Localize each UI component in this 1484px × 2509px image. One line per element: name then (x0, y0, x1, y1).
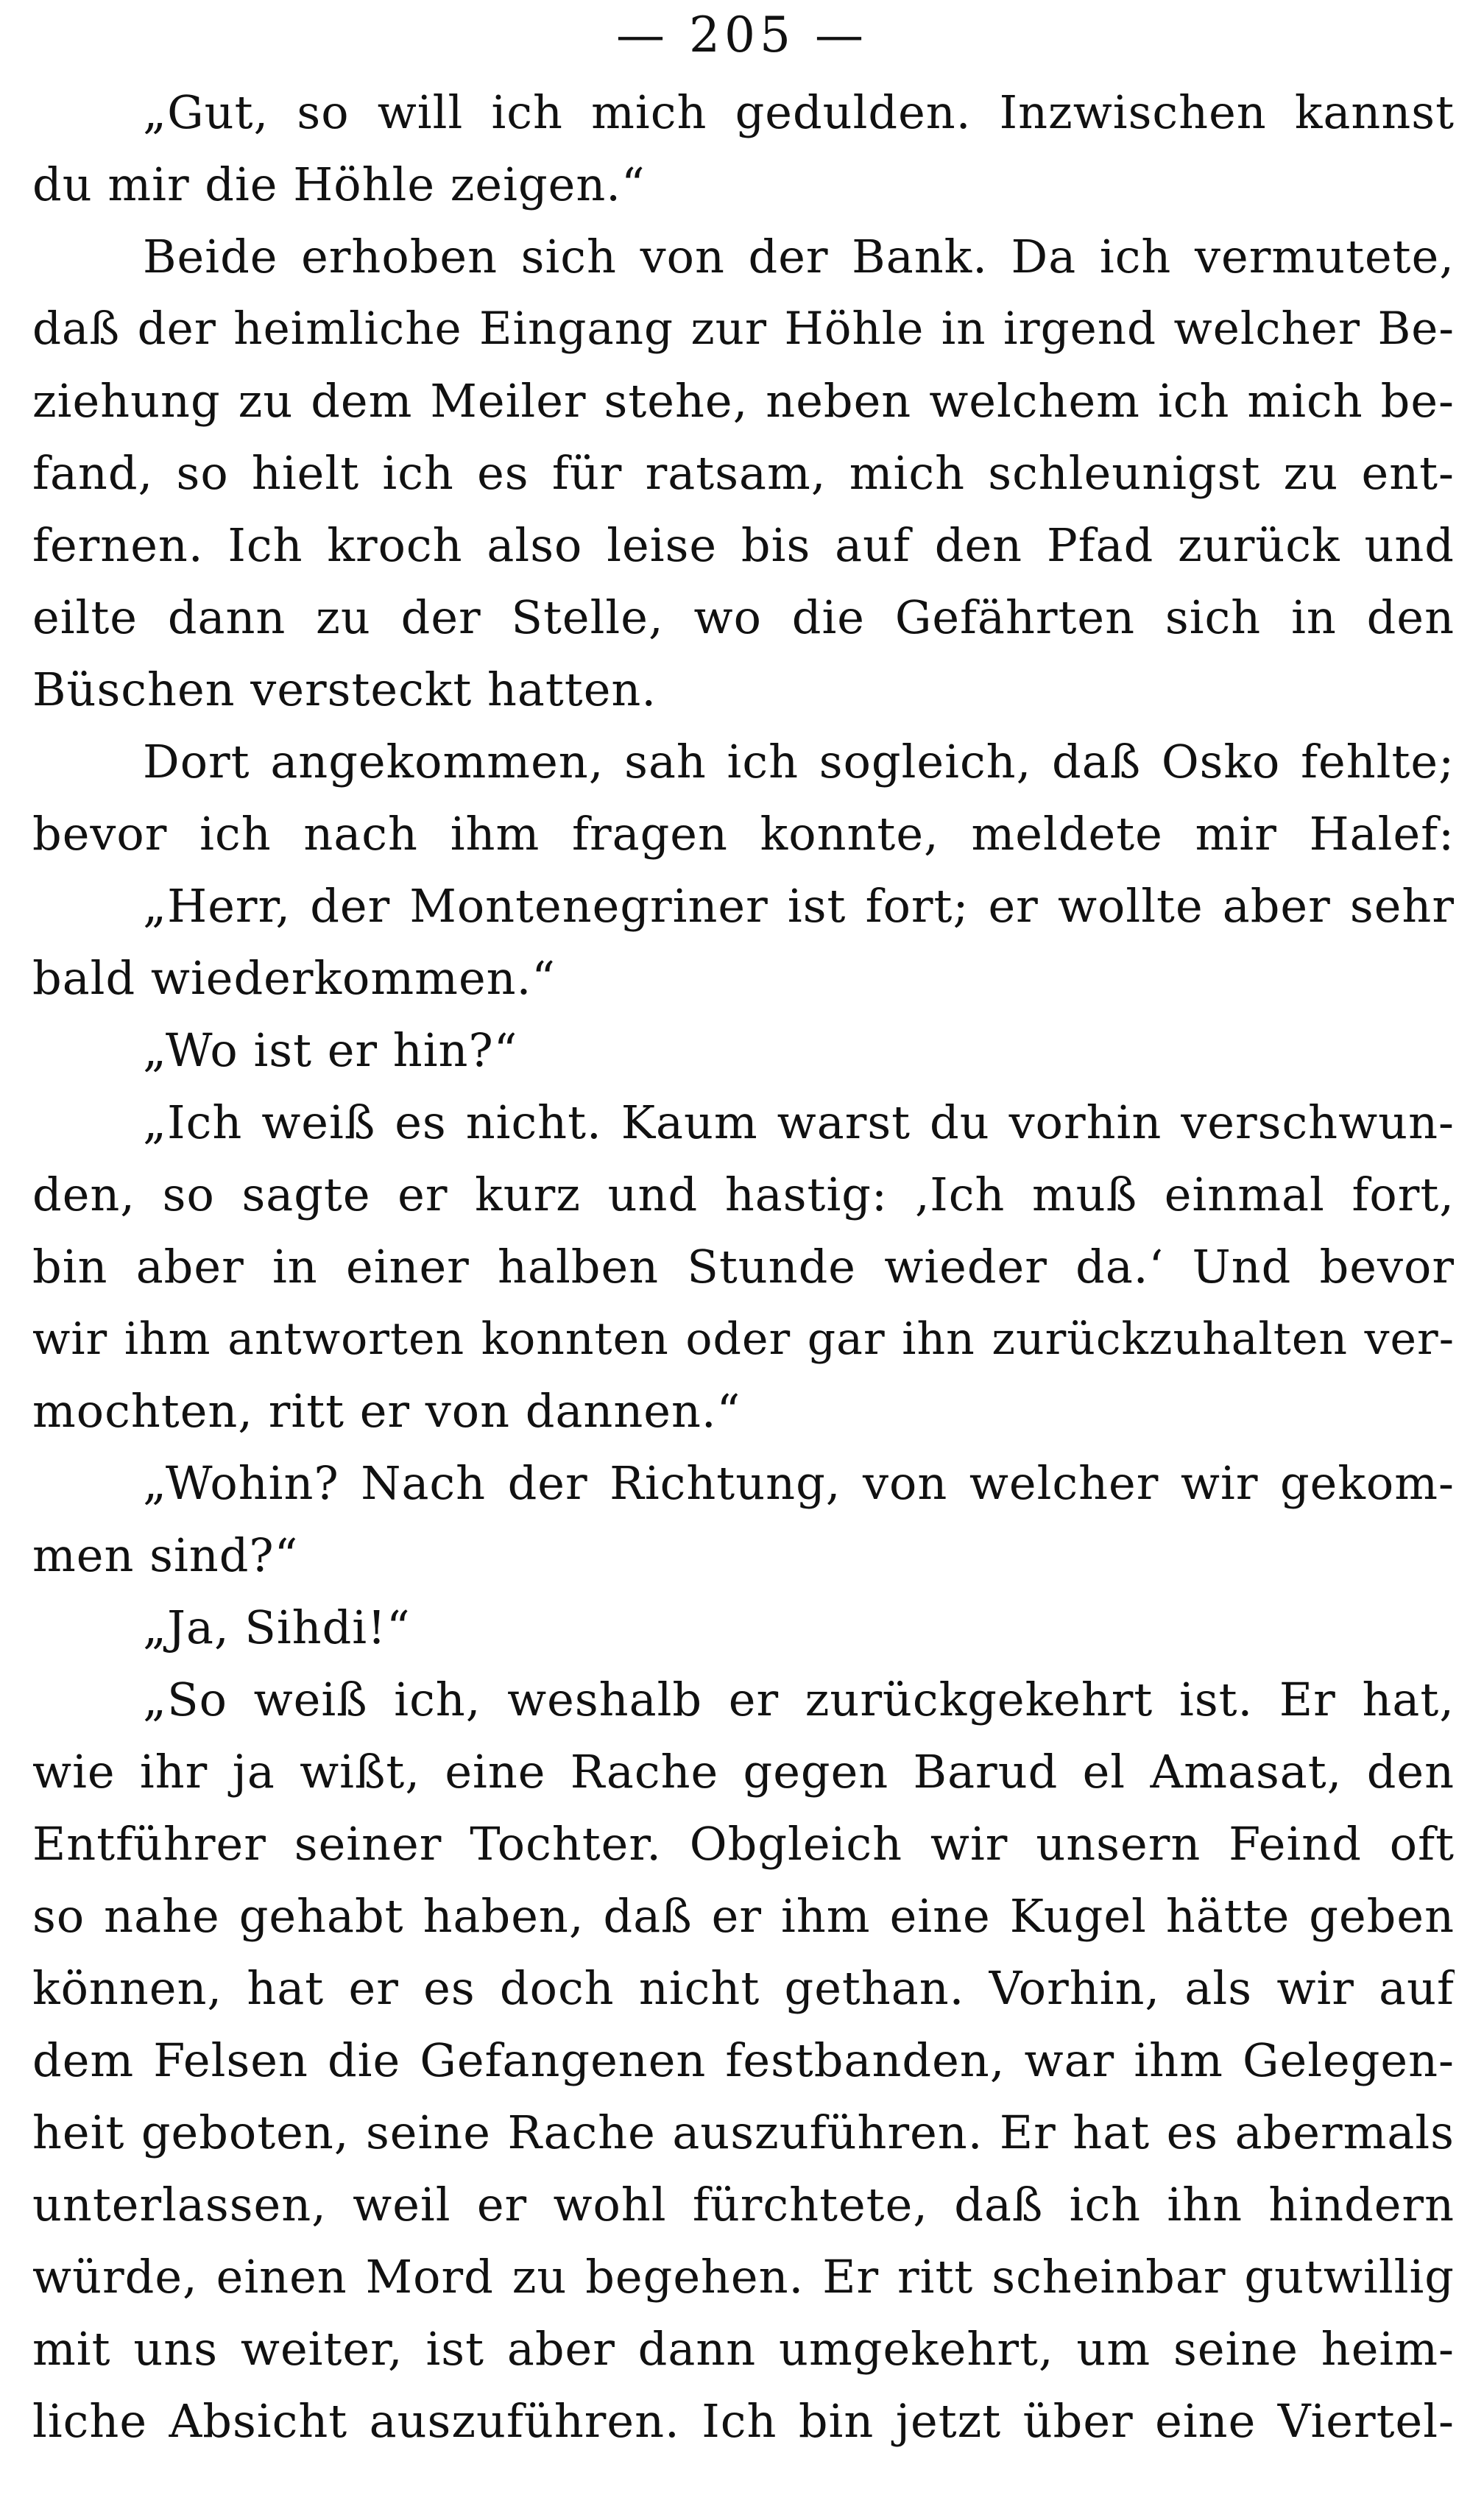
text-line: „So weiß ich, weshalb er zurückgekehrt ist. Er hat, (143, 1673, 1455, 1726)
page-body-text (32, 77, 1455, 2457)
text-line: mochten, ritt er von dannen.“ (32, 1384, 741, 1438)
text-line: so nahe gehabt haben, daß er ihm eine Kugel hätte geben (32, 1889, 1455, 1943)
text-line: bin aber in einer halben Stunde wieder da.‘ Und bevor (32, 1240, 1455, 1294)
text-line: mit uns weiter, ist aber dann umgekehrt, um seine heim- (32, 2322, 1455, 2376)
text-line: men sind?“ (32, 1528, 299, 1582)
text-line: liche Absicht auszuführen. Ich bin jetzt über eine Viertel- (32, 2394, 1455, 2448)
text-line: Entführer seiner Tochter. Obgleich wir unsern Feind oft (32, 1817, 1455, 1871)
text-line: ziehung zu dem Meiler stehe, neben welchem ich mich be- (32, 374, 1455, 428)
text-line: bald wiederkommen.“ (32, 951, 556, 1005)
text-line: „Wohin? Nach der Richtung, von welcher wir gekom- (143, 1456, 1455, 1510)
text-line: fand, so hielt ich es für ratsam, mich schleunigst zu ent- (32, 446, 1455, 500)
page-number: — 205 — (616, 7, 868, 63)
text-line: „Wo ist er hin?“ (143, 1023, 518, 1077)
text-line: dem Felsen die Gefangenen festbanden, war ihm Gelegen- (32, 2033, 1455, 2087)
text-line: wir ihm antworten konnten oder gar ihn zurückzuhalten ver- (32, 1313, 1455, 1365)
text-line: bevor ich nach ihm fragen konnte, meldete mir Halef: (32, 807, 1455, 861)
text-line: fernen. Ich kroch also leise bis auf den Pfad zurück und (32, 518, 1455, 572)
text-line: Beide erhoben sich von der Bank. Da ich vermutete, (143, 230, 1455, 283)
text-line: Büschen versteckt hatten. (32, 663, 657, 716)
text-line: wie ihr ja wißt, eine Rache gegen Barud el Amasat, den (32, 1745, 1455, 1799)
text-line: eilte dann zu der Stelle, wo die Gefährten sich in den (32, 590, 1455, 644)
text-line: den, so sagte er kurz und hastig: ‚Ich muß einmal fort, (32, 1168, 1455, 1221)
text-line: „Ich weiß es nicht. Kaum warst du vorhin verschwun- (143, 1095, 1455, 1149)
text-line: du mir die Höhle zeigen.“ (32, 158, 646, 211)
text-line: unterlassen, weil er wohl fürchtete, daß ich ihn hindern (32, 2178, 1455, 2231)
text-line: „Gut, so will ich mich gedulden. Inzwischen kannst (143, 85, 1455, 139)
text-line: können, hat er es doch nicht gethan. Vorhin, als wir auf (32, 1961, 1455, 2015)
text-line: „Herr, der Montenegriner ist fort; er wollte aber sehr (143, 879, 1455, 933)
text-line: daß der heimliche Eingang zur Höhle in irgend welcher Be- (32, 303, 1455, 355)
text-line: Dort angekommen, sah ich sogleich, daß Osko fehlte; (143, 735, 1455, 788)
text-line: würde, einen Mord zu begehen. Er ritt scheinbar gutwillig (32, 2250, 1455, 2304)
text-line: „Ja, Sihdi!“ (143, 1601, 411, 1654)
text-line: heit geboten, seine Rache auszuführen. Er hat es abermals (32, 2106, 1455, 2159)
